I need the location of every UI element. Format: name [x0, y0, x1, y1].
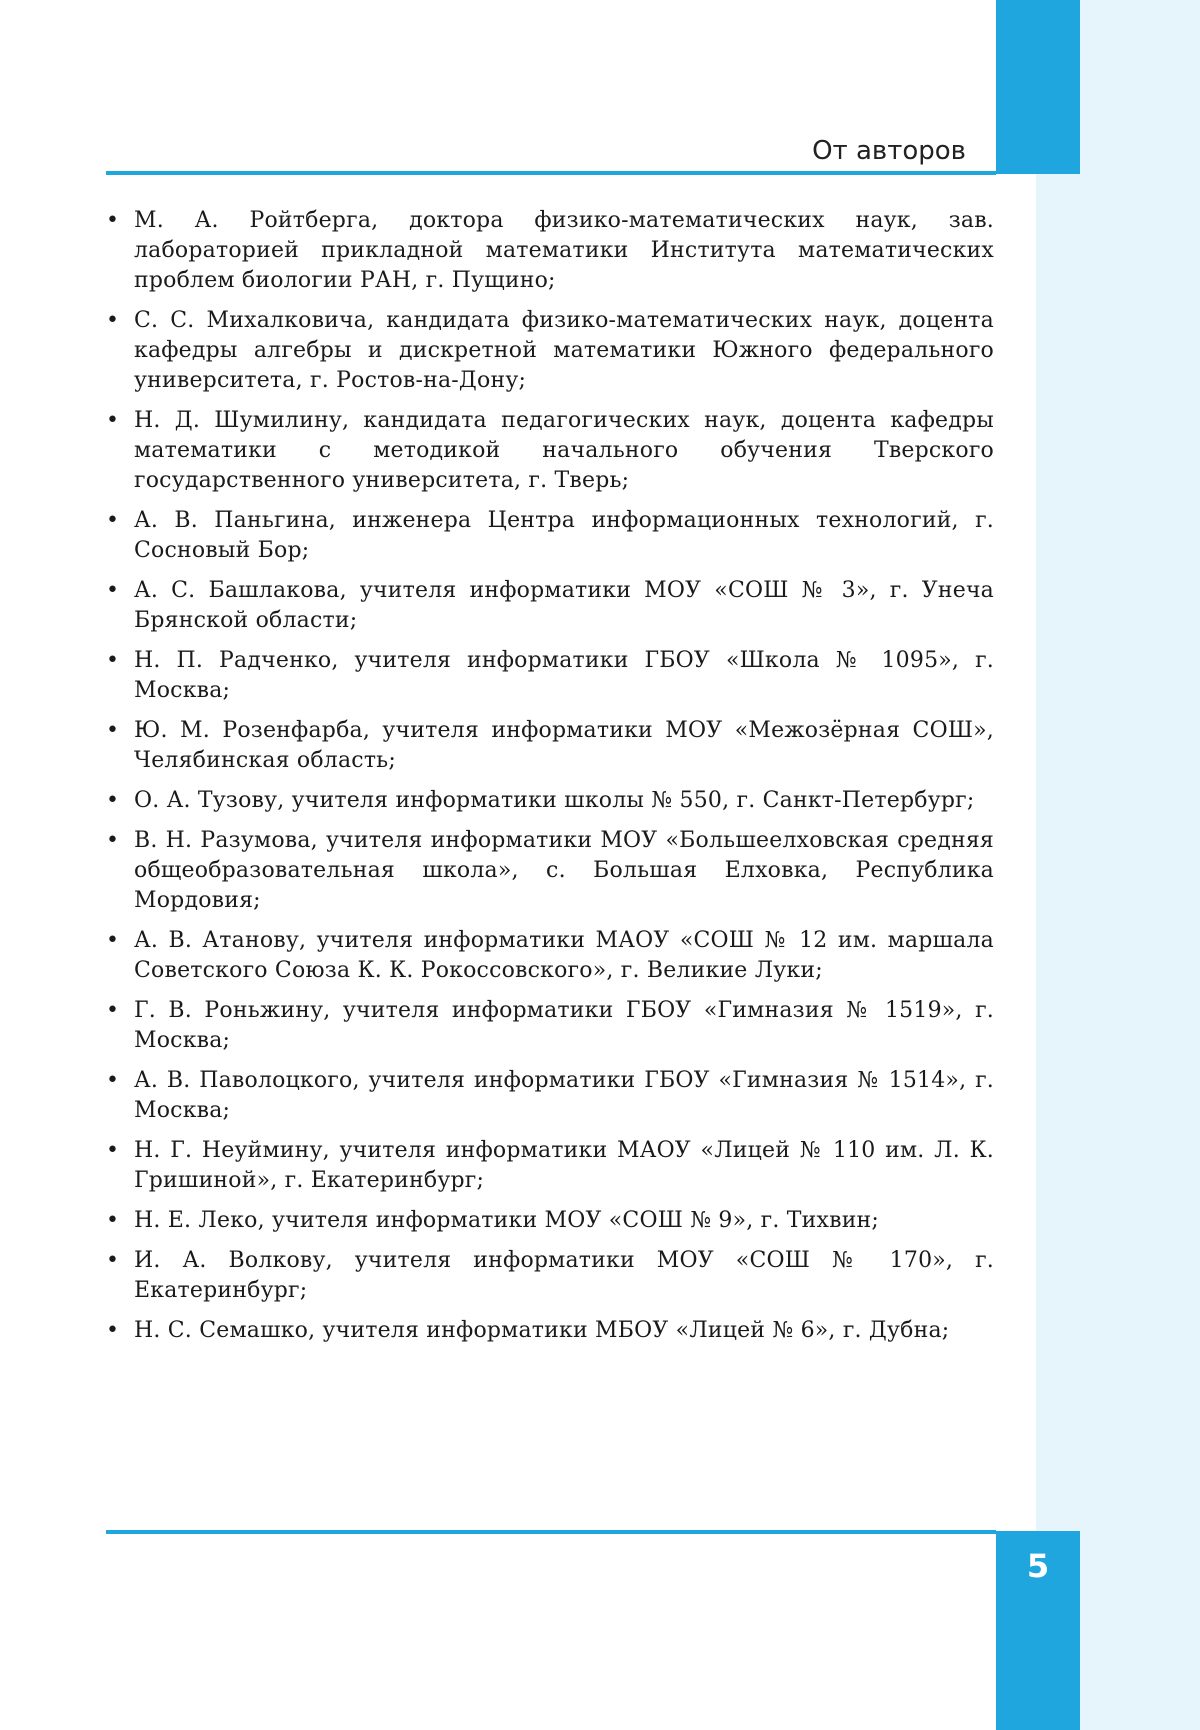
list-item [106, 506, 994, 566]
list-item [106, 926, 994, 986]
bullet-icon: • [106, 308, 120, 333]
list-item [106, 406, 994, 496]
bullet-icon: • [106, 648, 120, 673]
bullet-icon: • [106, 508, 120, 533]
list-item [106, 1206, 994, 1236]
margin-band [1036, 0, 1200, 1730]
bullet-icon: • [106, 998, 120, 1023]
list-item [106, 576, 994, 636]
list-item-text: И. А. Волкову, учителя информатики МОУ «СОШ № 170», г. Екатеринбург; [134, 1248, 994, 1303]
acknowledgements-list [106, 206, 994, 1356]
list-item-text: О. А. Тузову, учителя информатики школы № 550, г. Санкт-Петербург; [134, 788, 975, 813]
list-item-text: А. В. Атанову, учителя информатики МАОУ «СОШ № 12 им. маршала Советского Союза К. К. Рокоссовского», г. Великие Луки; [134, 928, 994, 983]
running-head: От авторов [812, 136, 966, 166]
list-item [106, 996, 994, 1056]
bullet-icon: • [106, 1138, 120, 1163]
list-item [106, 716, 994, 776]
list-item-text: Н. Г. Неуймину, учителя информатики МАОУ «Лицей № 110 им. Л. К. Гришиной», г. Екатеринбург; [134, 1138, 994, 1193]
list-item-text: Г. В. Роньжину, учителя информатики ГБОУ «Гимназия № 1519», г. Москва; [134, 998, 994, 1053]
bullet-icon: • [106, 788, 120, 813]
list-item-text: С. С. Михалковича, кандидата физико-математических наук, доцента кафедры алгебры и дискретной математики Южного федерального университета, г. Ростов-на-Дону; [134, 308, 994, 393]
bullet-icon: • [106, 578, 120, 603]
header-tab [996, 0, 1080, 174]
bullet-icon: • [106, 1318, 120, 1343]
bullet-icon: • [106, 1068, 120, 1093]
list-item-text: Н. С. Семашко, учителя информатики МБОУ «Лицей № 6», г. Дубна; [134, 1318, 950, 1343]
header-rule [106, 171, 996, 175]
list-item-text: М. А. Ройтберга, доктора физико-математических наук, зав. лабораторией прикладной математики Института математических проблем биологии РАН, г. Пущино; [134, 208, 994, 293]
list-item-text: Н. Е. Леко, учителя информатики МОУ «СОШ № 9», г. Тихвин; [134, 1208, 880, 1233]
list-item [106, 826, 994, 916]
list-item [106, 1316, 994, 1346]
bullet-icon: • [106, 718, 120, 743]
list-item [106, 1246, 994, 1306]
bullet-icon: • [106, 928, 120, 953]
page-number: 5 [1026, 1547, 1050, 1585]
list-item-text: Ю. М. Розенфарба, учителя информатики МОУ «Межозёрная СОШ», Челябинская область; [134, 718, 994, 773]
list-item-text: В. Н. Разумова, учителя информатики МОУ «Большеелховская средняя общеобразовательная школа», с. Большая Елховка, Республика Мордовия; [134, 828, 994, 913]
list-item [106, 1136, 994, 1196]
bullet-icon: • [106, 408, 120, 433]
bullet-icon: • [106, 1248, 120, 1273]
bullet-icon: • [106, 828, 120, 853]
list-item [106, 786, 994, 816]
list-item [106, 306, 994, 396]
bullet-icon: • [106, 1208, 120, 1233]
list-item-text: Н. П. Радченко, учителя информатики ГБОУ «Школа № 1095», г. Москва; [134, 648, 994, 703]
footer-rule [106, 1530, 996, 1534]
list-item-text: А. В. Паволоцкого, учителя информатики ГБОУ «Гимназия № 1514», г. Москва; [134, 1068, 994, 1123]
list-item [106, 206, 994, 296]
list-item [106, 1066, 994, 1126]
bullet-icon: • [106, 208, 120, 233]
list-item-text: А. В. Паньгина, инженера Центра информационных технологий, г. Сосновый Бор; [134, 508, 994, 563]
list-item-text: А. С. Башлакова, учителя информатики МОУ «СОШ № 3», г. Унеча Брянской области; [134, 578, 994, 633]
list-item-text: Н. Д. Шумилину, кандидата педагогических наук, доцента кафедры математики с методикой начального обучения Тверского государственного университета, г. Тверь; [134, 408, 994, 493]
list-item [106, 646, 994, 706]
